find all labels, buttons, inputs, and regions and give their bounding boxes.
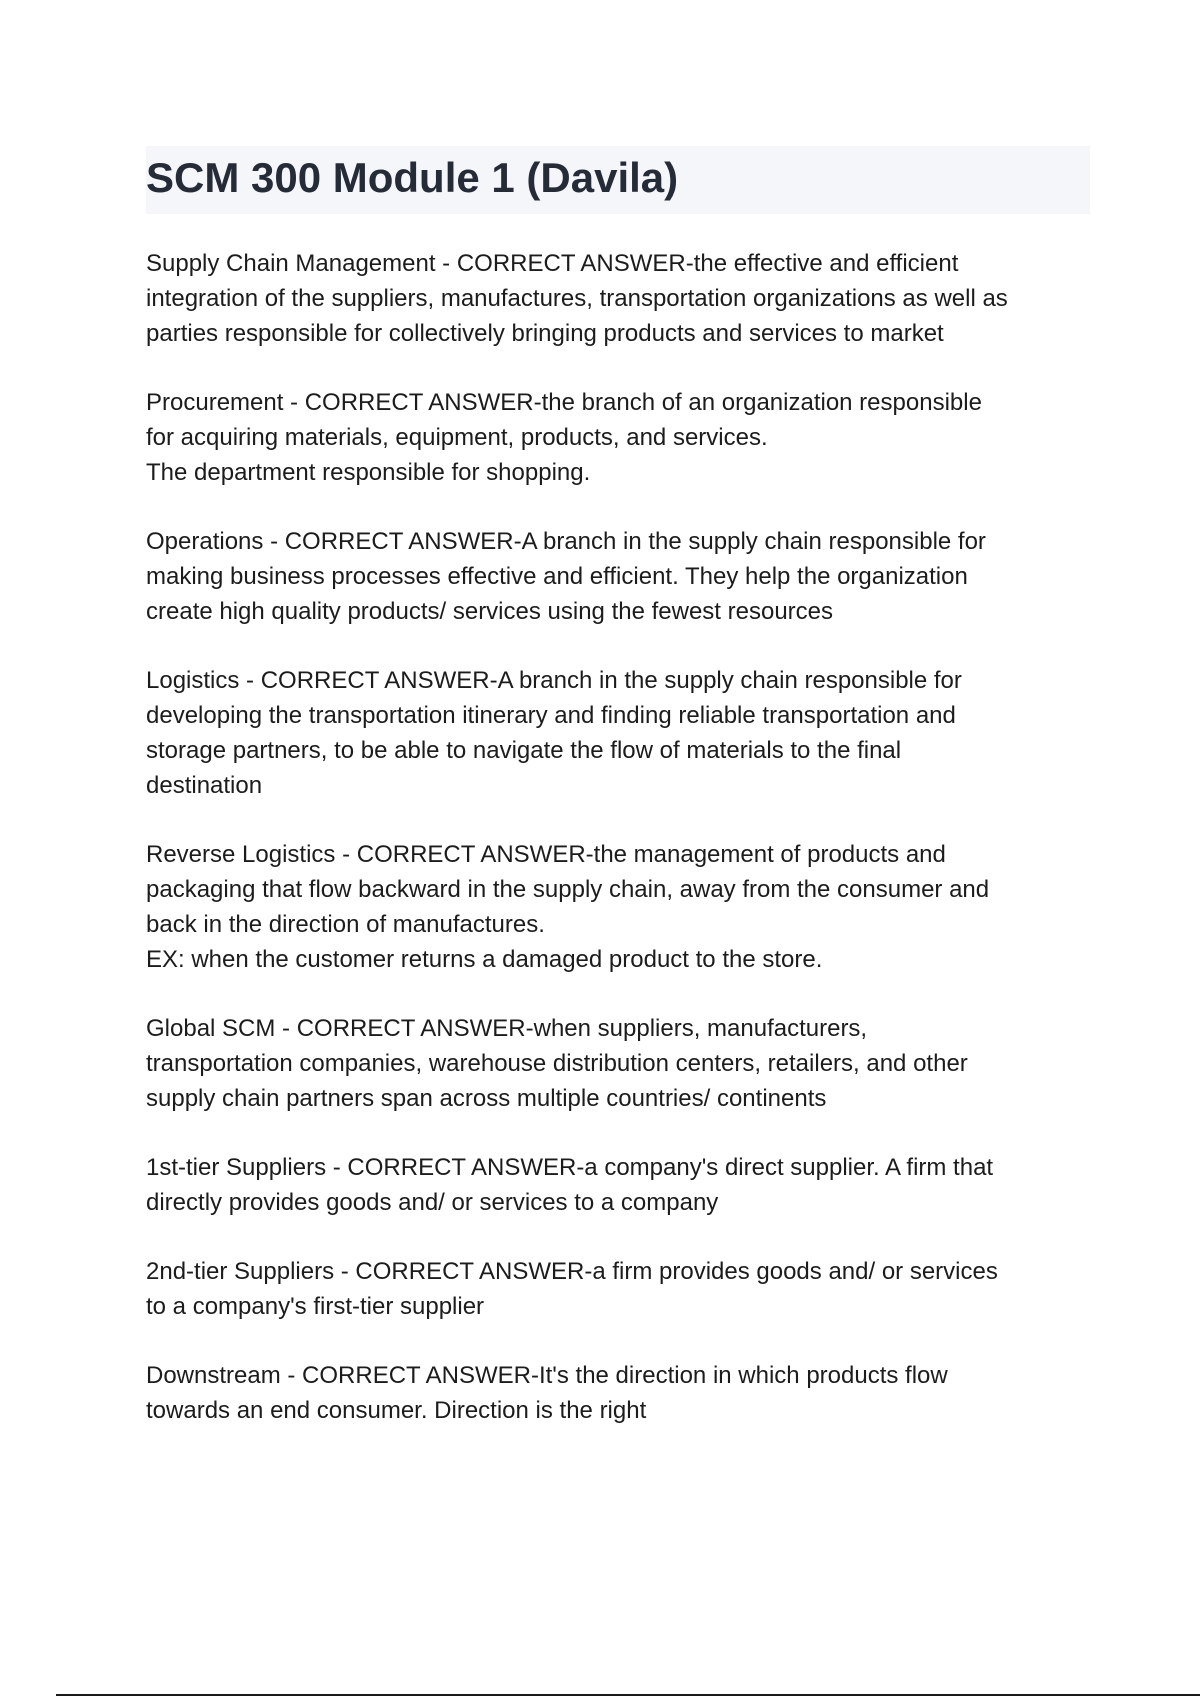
entry-line: integration of the suppliers, manufactures, transportation organizations as well as bbox=[146, 285, 1008, 312]
entry-line: EX: when the customer returns a damaged product to the store. bbox=[146, 946, 823, 973]
entry-line: parties responsible for collectively bringing products and services to market bbox=[146, 320, 944, 347]
entry-line: developing the transportation itinerary and finding reliable transportation and bbox=[146, 702, 956, 729]
qa-entry bbox=[146, 837, 1096, 977]
entry-line: Downstream - CORRECT ANSWER-It's the direction in which products flow bbox=[146, 1362, 948, 1389]
entry-line: towards an end consumer. Direction is the right bbox=[146, 1397, 647, 1424]
qa-entry bbox=[146, 1150, 1096, 1220]
qa-entry bbox=[146, 663, 1096, 803]
qa-entry bbox=[146, 385, 1096, 490]
qa-entry bbox=[146, 1358, 1096, 1428]
entry-line: supply chain partners span across multiple countries/ continents bbox=[146, 1085, 827, 1112]
entry-line: The department responsible for shopping. bbox=[146, 459, 591, 486]
page-title: SCM 300 Module 1 (Davila) bbox=[146, 154, 679, 201]
entry-line: Logistics - CORRECT ANSWER-A branch in the supply chain responsible for bbox=[146, 667, 962, 694]
entry-line: Operations - CORRECT ANSWER-A branch in the supply chain responsible for bbox=[146, 528, 986, 555]
entry-line: 1st-tier Suppliers - CORRECT ANSWER-a company's direct supplier. A firm that bbox=[146, 1154, 994, 1181]
entry-line: directly provides goods and/ or services to a company bbox=[146, 1189, 719, 1216]
entry-line: 2nd-tier Suppliers - CORRECT ANSWER-a firm provides goods and/ or services bbox=[146, 1258, 998, 1285]
entry-line: destination bbox=[146, 772, 263, 799]
entry-line: storage partners, to be able to navigate the flow of materials to the final bbox=[146, 737, 902, 764]
title-banner bbox=[146, 146, 1090, 214]
entry-line: to a company's first-tier supplier bbox=[146, 1293, 485, 1320]
entry-list bbox=[146, 246, 1096, 1462]
qa-entry bbox=[146, 524, 1096, 629]
entry-line: transportation companies, warehouse distribution centers, retailers, and other bbox=[146, 1050, 968, 1077]
entry-line: Procurement - CORRECT ANSWER-the branch of an organization responsible bbox=[146, 389, 982, 416]
entry-line: Supply Chain Management - CORRECT ANSWER-the effective and efficient bbox=[146, 250, 959, 277]
entry-line: Reverse Logistics - CORRECT ANSWER-the management of products and bbox=[146, 841, 946, 868]
entry-line: create high quality products/ services using the fewest resources bbox=[146, 598, 834, 625]
entry-line: back in the direction of manufactures. bbox=[146, 911, 545, 938]
entry-line: for acquiring materials, equipment, products, and services. bbox=[146, 424, 768, 451]
qa-entry bbox=[146, 246, 1096, 351]
entry-line: packaging that flow backward in the supply chain, away from the consumer and bbox=[146, 876, 990, 903]
entry-line: Global SCM - CORRECT ANSWER-when suppliers, manufacturers, bbox=[146, 1015, 868, 1042]
qa-entry bbox=[146, 1011, 1096, 1116]
entry-line: making business processes effective and efficient. They help the organization bbox=[146, 563, 968, 590]
footer-divider bbox=[56, 1694, 1200, 1696]
qa-entry bbox=[146, 1254, 1096, 1324]
